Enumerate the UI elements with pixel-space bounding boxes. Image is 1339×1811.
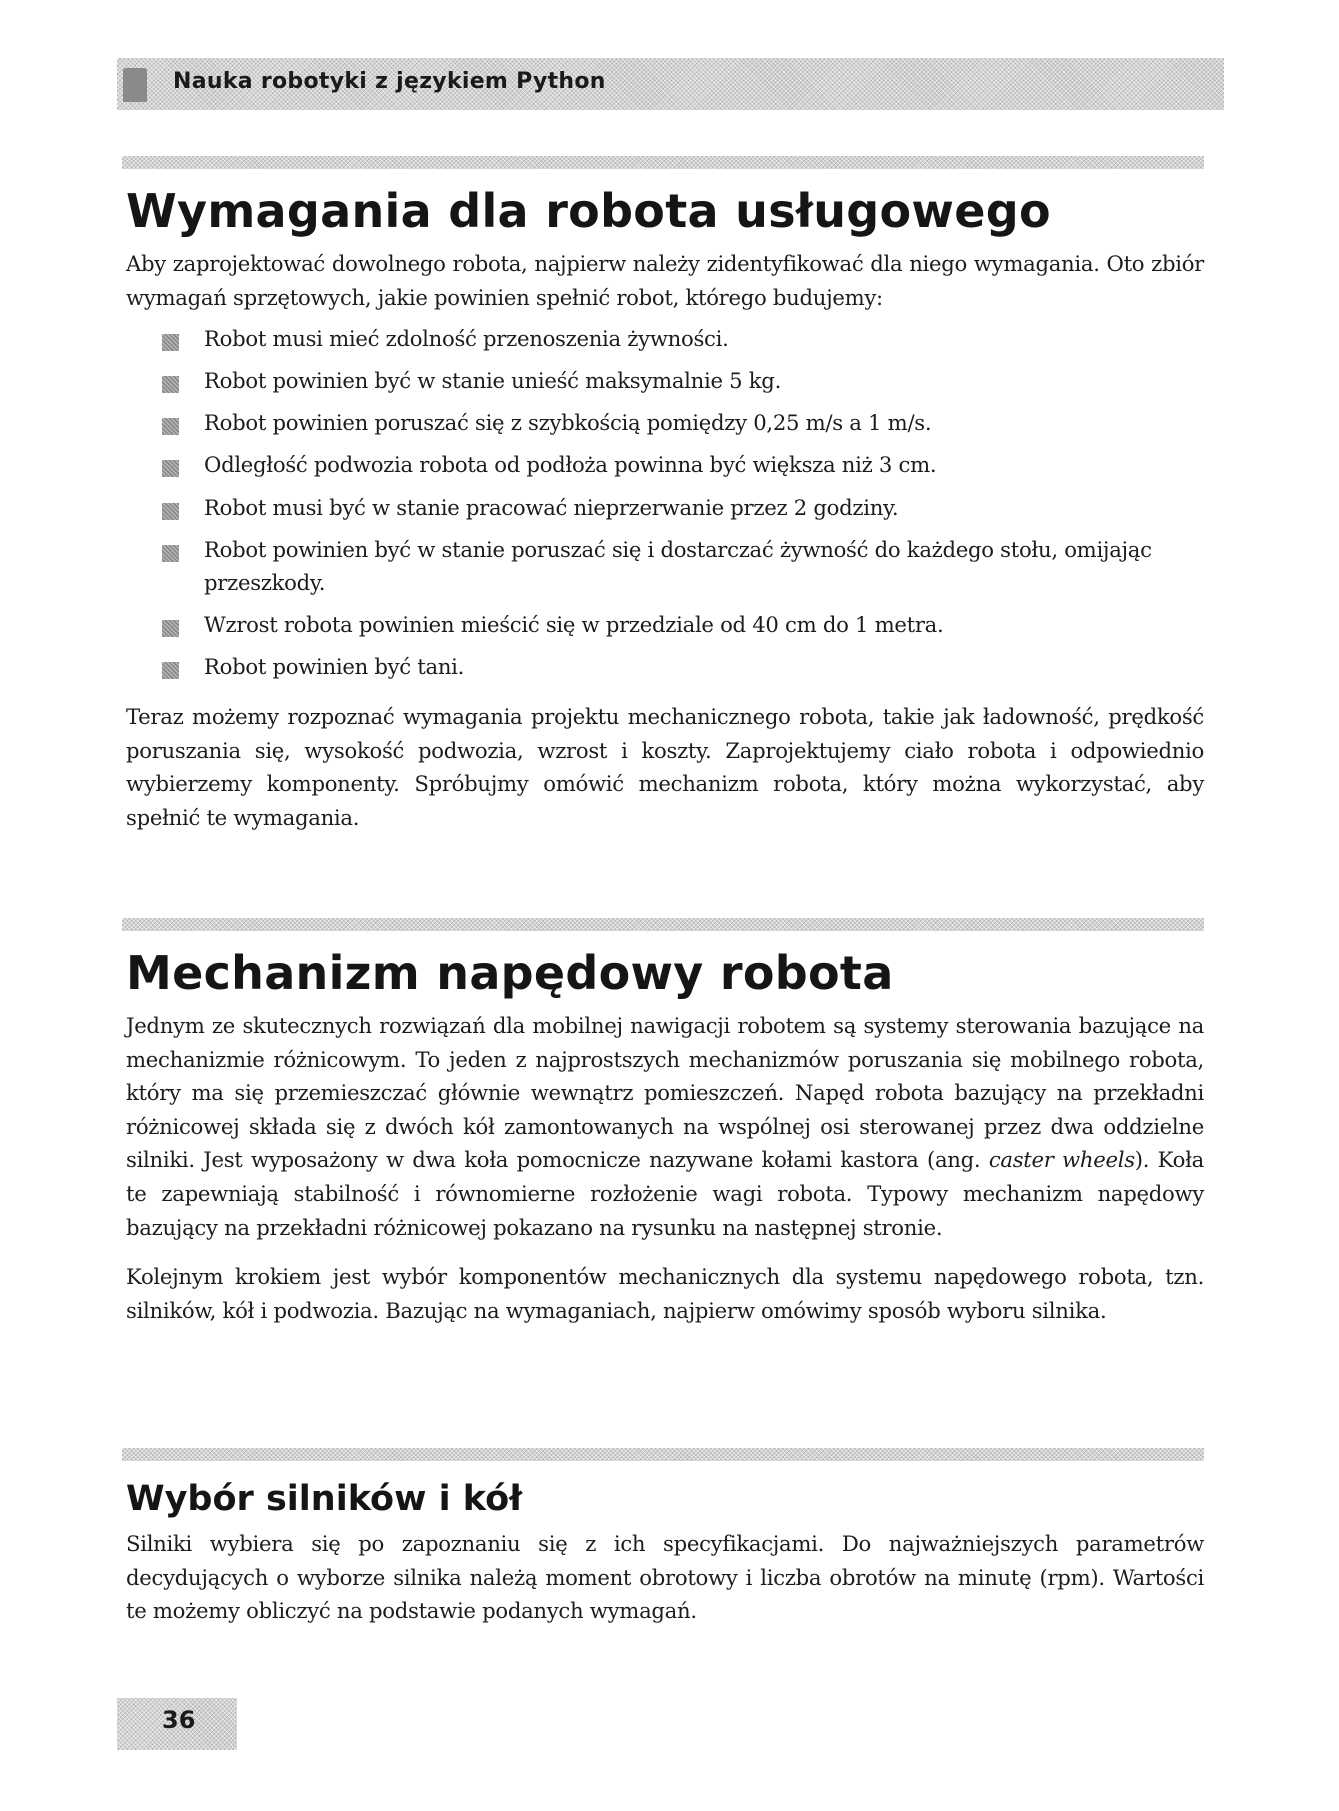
page-number-box bbox=[117, 1698, 237, 1750]
section-divider bbox=[122, 156, 1204, 169]
section-divider bbox=[122, 1448, 1204, 1461]
intro-paragraph: Aby zaprojektować dowolnego robota, najpierw należy zidentyfikować dla niego wymagania. Oto zbiór wymagań sprzętowych, jakie powinien spełnić robot, którego budujemy: bbox=[126, 251, 1204, 310]
section-heading: Mechanizm napędowy robota bbox=[126, 946, 894, 1000]
list-item: Robot powinien być w stanie poruszać się i dostarczać żywność do każdego stołu, omijając przeszkody. bbox=[162, 533, 1204, 600]
summary-paragraph: Teraz możemy rozpoznać wymagania projektu mechanicznego robota, takie jak ładowność, prędkość poruszania się, wysokość podwozia, wzrost i koszty. Zaprojektujemy ciało robota i odpowiednio wybierzemy komponenty. Spróbujmy omówić mechanizm robota, który można wykorzystać, aby spełnić te wymagania. bbox=[126, 704, 1204, 830]
bullet-icon bbox=[162, 460, 179, 477]
drive-paragraph: Jednym ze skutecznych rozwiązań dla mobilnej nawigacji robotem są systemy sterowania bazujące na mechanizmie różnicowym. To jeden z najprostszych mechanizmów poruszania się mobilnego robota, który ma się przemieszczać głównie wewnątrz pomieszczeń. Napęd robota bazujący na przekładni różnicowej składa się z dwóch kół zamontowanych na wspólnej osi sterowanej przez dwa oddzielne silniki. Jest wyposażony w dwa koła pomocnicze nazywane kołami kastora (ang. caster wheels). Koła te zapewniają stabilność i równomierne rozłożenie wagi robota. Typowy mechanizm napędowy bazujący na przekładni różnicowej pokazano na rysunku na następnej stronie. bbox=[126, 1013, 1204, 1240]
motor-paragraph: Silniki wybiera się po zapoznaniu się z ich specyfikacjami. Do najważniejszych parametrów decydujących o wyborze silnika należą moment obrotowy i liczba obrotów na minutę (rpm). Wartości te możemy obliczyć na podstawie podanych wymagań. bbox=[126, 1531, 1204, 1624]
section-heading: Wymagania dla robota usługowego bbox=[126, 184, 1051, 238]
bullet-icon bbox=[162, 503, 179, 520]
list-item: Wzrost robota powinien mieścić się w przedziale od 40 cm do 1 metra. bbox=[162, 608, 1204, 642]
subsection-heading: Wybór silników i kół bbox=[126, 1479, 523, 1519]
running-header bbox=[117, 58, 1224, 110]
section-drive-mechanism bbox=[122, 918, 1204, 1327]
list-item: Robot powinien być w stanie unieść maksymalnie 5 kg. bbox=[162, 364, 1204, 398]
bullet-icon bbox=[162, 545, 179, 562]
section-requirements bbox=[122, 156, 1204, 834]
bullet-icon bbox=[162, 334, 179, 351]
bullet-icon bbox=[162, 620, 179, 637]
bullet-icon bbox=[162, 418, 179, 435]
list-item: Robot musi mieć zdolność przenoszenia żywności. bbox=[162, 322, 1204, 356]
running-header-title: Nauka robotyki z językiem Python bbox=[173, 69, 606, 94]
list-item: Robot musi być w stanie pracować nieprzerwanie przez 2 godziny. bbox=[162, 491, 1204, 525]
page-number: 36 bbox=[162, 1706, 196, 1734]
section-divider bbox=[122, 918, 1204, 931]
bullet-icon bbox=[162, 376, 179, 393]
bullet-icon bbox=[162, 662, 179, 679]
list-item: Robot powinien być tani. bbox=[162, 650, 1204, 684]
section-motor-selection bbox=[122, 1448, 1204, 1628]
components-paragraph: Kolejnym krokiem jest wybór komponentów mechanicznych dla systemu napędowego robota, tzn. silników, kół i podwozia. Bazując na wymaganiach, najpierw omówimy sposób wyboru silnika. bbox=[126, 1264, 1204, 1323]
header-marker bbox=[123, 68, 147, 102]
list-item: Robot powinien poruszać się z szybkością pomiędzy 0,25 m/s a 1 m/s. bbox=[162, 406, 1204, 440]
list-item: Odległość podwozia robota od podłoża powinna być większa niż 3 cm. bbox=[162, 448, 1204, 482]
requirements-list bbox=[122, 322, 1204, 684]
